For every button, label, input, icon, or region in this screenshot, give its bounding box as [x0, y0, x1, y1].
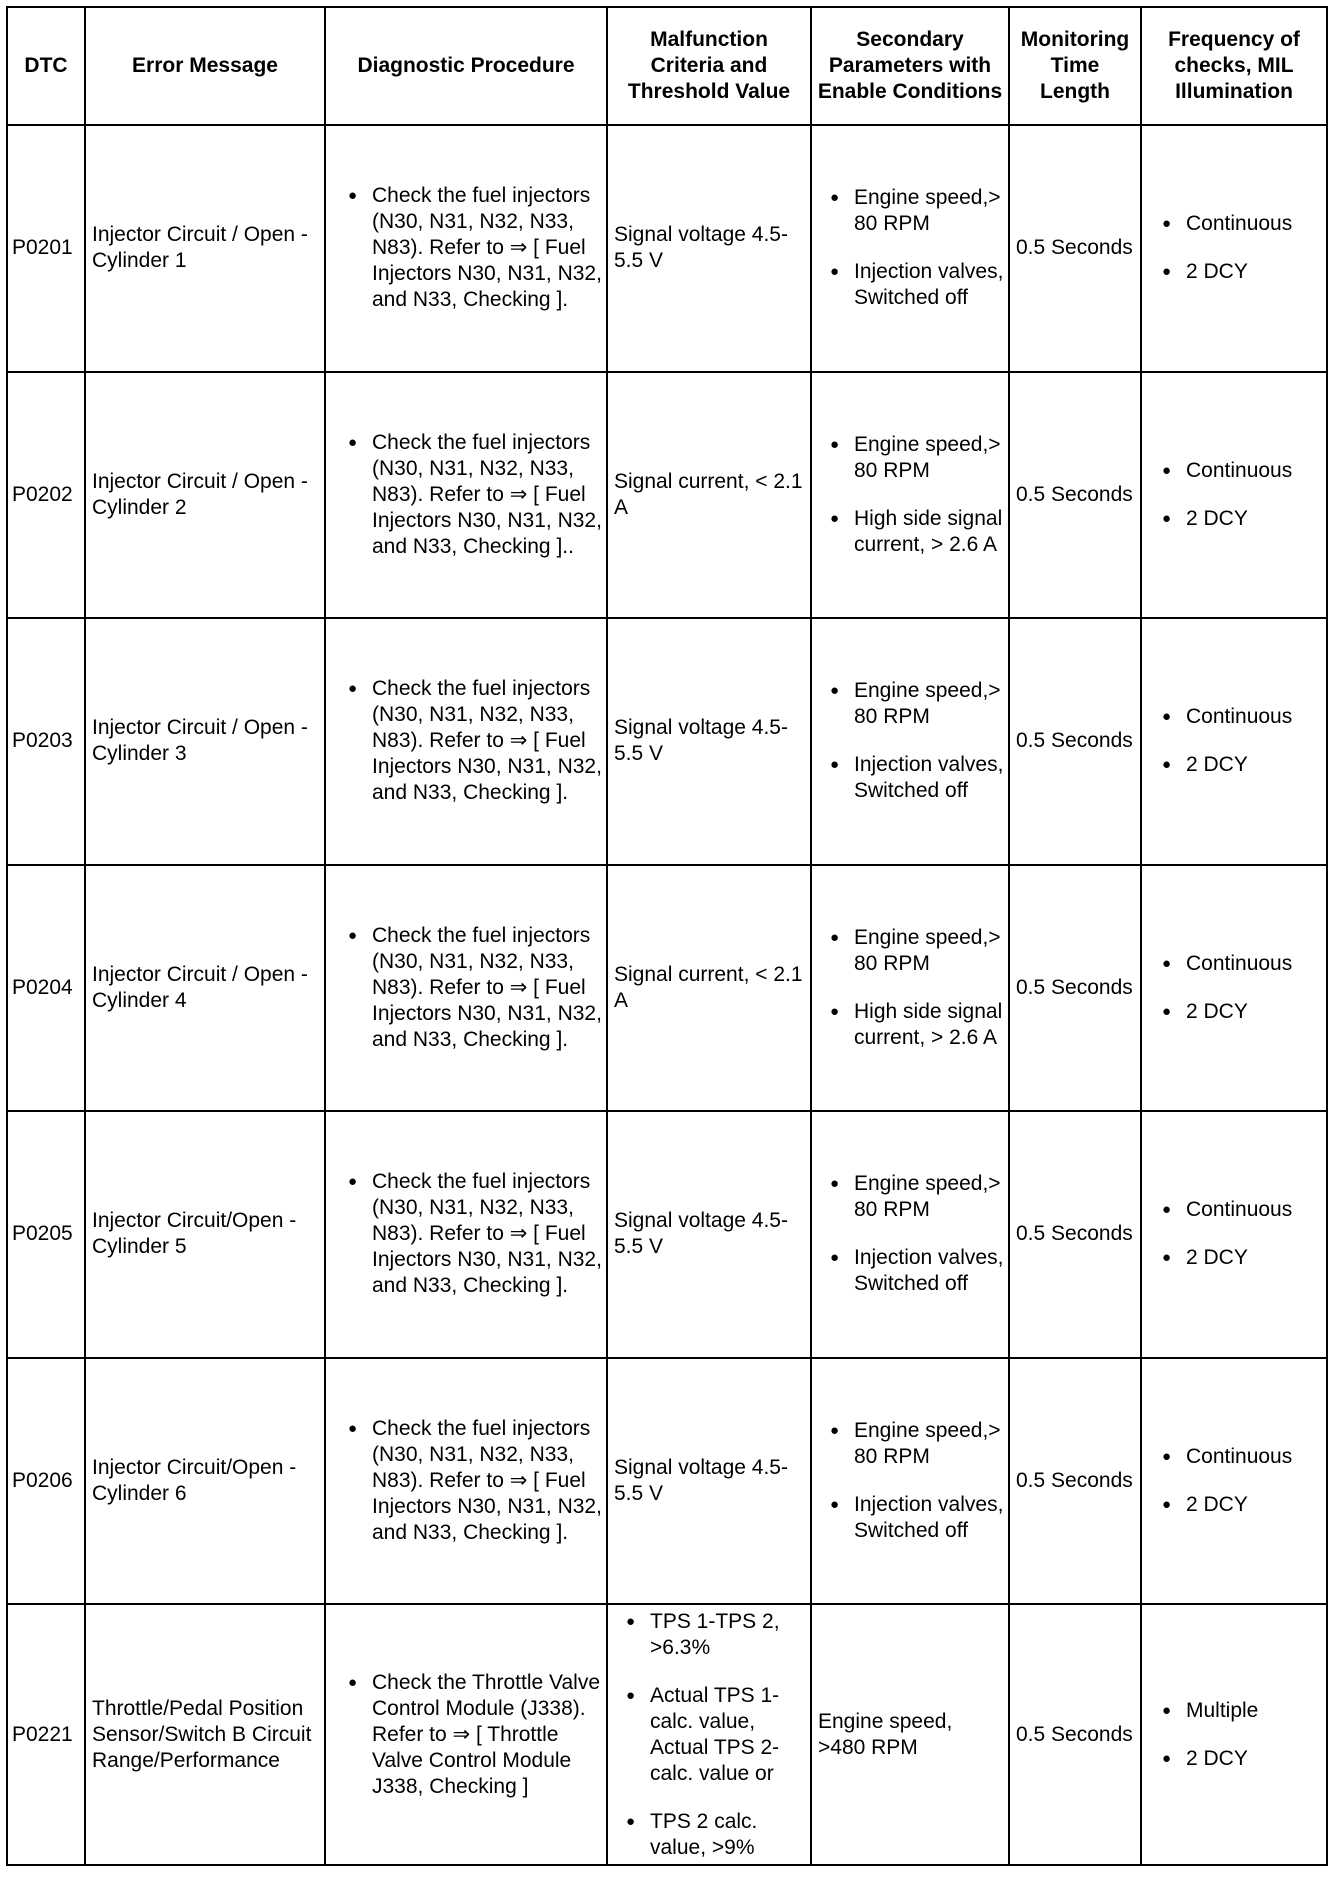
frequency [1141, 618, 1327, 865]
list-item: ● Engine speed,> 80 RPM [830, 679, 1001, 729]
list-item: ● Check the Throttle Valve Control Module (J338). Refer to ⇒ [ Throttle Valve Control Module J338, Checking ] [348, 1670, 601, 1798]
bullet-icon: ● [830, 189, 840, 207]
header-secondary-parameters: Secondary Parameters with Enable Conditions [811, 7, 1009, 125]
list-item: ● 2 DCY [1162, 506, 1248, 530]
bullet-icon: ● [830, 1249, 840, 1267]
list-item: ● TPS 1-TPS 2, >6.3% [626, 1609, 780, 1659]
list-item: ● 2 DCY [1162, 1246, 1248, 1270]
list-item: ● 2 DCY [1162, 753, 1248, 777]
error-message: Injector Circuit / Open - Cylinder 4 [85, 865, 325, 1112]
dtc-code: P0221 [7, 1604, 85, 1865]
diagnostic-procedure [325, 1111, 607, 1358]
list-item: ● Engine speed,> 80 RPM [830, 1172, 1001, 1222]
list-item: ● 2 DCY [1162, 260, 1248, 284]
malfunction-criteria: Signal voltage 4.5-5.5 V [607, 1111, 811, 1358]
list-item: ● 2 DCY [1162, 1492, 1248, 1516]
list-item: ● Check the fuel injectors (N30, N31, N32, N33, N83). Refer to ⇒ [ Fuel Injectors N30, N31, N32, and N33, Checking ]. [348, 1170, 602, 1298]
bullet-icon: ● [1162, 1249, 1172, 1267]
table-row [7, 865, 1327, 1112]
dtc-code: P0202 [7, 372, 85, 619]
diagnostic-procedure [325, 618, 607, 865]
malfunction-criteria: Signal current, < 2.1 A [607, 372, 811, 619]
list-item: ● Engine speed,> 80 RPM [830, 432, 1001, 482]
secondary-parameters [811, 372, 1009, 619]
bullet-icon: ● [830, 509, 840, 527]
frequency [1141, 372, 1327, 619]
dtc-code: P0203 [7, 618, 85, 865]
list-item: ● Injection valves, Switched off [830, 1246, 1004, 1296]
list-item: ● Continuous [1162, 951, 1293, 975]
bullet-icon: ● [1162, 756, 1172, 774]
bullet-icon: ● [1162, 1701, 1172, 1719]
frequency [1141, 1111, 1327, 1358]
monitoring-time: 0.5 Seconds [1009, 1111, 1141, 1358]
bullet-icon: ● [1162, 1749, 1172, 1767]
error-message: Injector Circuit/Open - Cylinder 5 [85, 1111, 325, 1358]
bullet-icon: ● [1162, 1201, 1172, 1219]
header-error-message: Error Message [85, 7, 325, 125]
bullet-icon: ● [626, 1612, 636, 1630]
list-item: ● High side signal current, > 2.6 A [830, 506, 1003, 556]
bullet-icon: ● [830, 682, 840, 700]
header-malfunction-criteria: Malfunction Criteria and Threshold Value [607, 7, 811, 125]
bullet-icon: ● [830, 756, 840, 774]
bullet-icon: ● [1162, 461, 1172, 479]
bullet-icon: ● [348, 680, 358, 698]
list-item: ● Check the fuel injectors (N30, N31, N32, N33, N83). Refer to ⇒ [ Fuel Injectors N30, N31, N32, and N33, Checking ]. [348, 1416, 602, 1544]
list-item: ● Continuous [1162, 458, 1293, 482]
dtc-code: P0205 [7, 1111, 85, 1358]
bullet-icon: ● [348, 433, 358, 451]
table-row [7, 1358, 1327, 1605]
secondary-parameters: Engine speed, >480 RPM [811, 1604, 1009, 1865]
list-item: ● Actual TPS 1-calc. value, Actual TPS 2-calc. value or [626, 1683, 780, 1785]
list-item: ● Continuous [1162, 1444, 1293, 1468]
bullet-icon: ● [830, 263, 840, 281]
list-item: ● Engine speed,> 80 RPM [830, 186, 1001, 236]
header-row [7, 7, 1327, 125]
table-row [7, 1604, 1327, 1865]
bullet-icon: ● [1162, 954, 1172, 972]
secondary-parameters [811, 1111, 1009, 1358]
bullet-icon: ● [626, 1686, 636, 1704]
list-item: ● TPS 2 calc. value, >9% [626, 1809, 758, 1859]
bullet-icon: ● [1162, 1447, 1172, 1465]
dtc-table [6, 6, 1328, 1866]
bullet-icon: ● [1162, 708, 1172, 726]
error-message: Injector Circuit / Open - Cylinder 1 [85, 125, 325, 372]
bullet-icon: ● [1162, 263, 1172, 281]
list-item: ● Check the fuel injectors (N30, N31, N32, N33, N83). Refer to ⇒ [ Fuel Injectors N30, N31, N32, and N33, Checking ]. [348, 923, 602, 1051]
bullet-icon: ● [1162, 215, 1172, 233]
frequency [1141, 865, 1327, 1112]
list-item: ● Check the fuel injectors (N30, N31, N32, N33, N83). Refer to ⇒ [ Fuel Injectors N30, N31, N32, and N33, Checking ].. [348, 430, 602, 558]
bullet-icon: ● [830, 1002, 840, 1020]
bullet-icon: ● [348, 926, 358, 944]
bullet-icon: ● [1162, 509, 1172, 527]
monitoring-time: 0.5 Seconds [1009, 1604, 1141, 1865]
bullet-icon: ● [830, 435, 840, 453]
bullet-icon: ● [1162, 1002, 1172, 1020]
bullet-icon: ● [348, 1673, 358, 1691]
list-item: ● High side signal current, > 2.6 A [830, 999, 1003, 1049]
malfunction-criteria [607, 1604, 811, 1865]
list-item: ● 2 DCY [1162, 999, 1248, 1023]
list-item: ● 2 DCY [1162, 1746, 1248, 1770]
diagnostic-procedure [325, 125, 607, 372]
diagnostic-procedure [325, 372, 607, 619]
error-message: Throttle/Pedal Position Sensor/Switch B Circuit Range/Performance [85, 1604, 325, 1865]
list-item: ● Injection valves, Switched off [830, 753, 1004, 803]
secondary-parameters [811, 865, 1009, 1112]
list-item: ● Check the fuel injectors (N30, N31, N32, N33, N83). Refer to ⇒ [ Fuel Injectors N30, N31, N32, and N33, Checking ]. [348, 184, 602, 312]
header-diagnostic-procedure: Diagnostic Procedure [325, 7, 607, 125]
bullet-icon: ● [830, 1175, 840, 1193]
list-item: ● Injection valves, Switched off [830, 260, 1004, 310]
monitoring-time: 0.5 Seconds [1009, 125, 1141, 372]
list-item: ● Multiple [1162, 1698, 1259, 1722]
secondary-parameters [811, 618, 1009, 865]
diagnostic-procedure [325, 865, 607, 1112]
table-row [7, 618, 1327, 865]
bullet-icon: ● [348, 187, 358, 205]
secondary-parameters [811, 1358, 1009, 1605]
monitoring-time: 0.5 Seconds [1009, 618, 1141, 865]
diagnostic-procedure [325, 1358, 607, 1605]
table-row [7, 125, 1327, 372]
frequency [1141, 1604, 1327, 1865]
bullet-icon: ● [830, 928, 840, 946]
table-row [7, 372, 1327, 619]
list-item: ● Continuous [1162, 705, 1293, 729]
table-row [7, 1111, 1327, 1358]
error-message: Injector Circuit / Open - Cylinder 3 [85, 618, 325, 865]
bullet-icon: ● [830, 1495, 840, 1513]
malfunction-criteria: Signal voltage 4.5-5.5 V [607, 125, 811, 372]
header-frequency: Frequency of checks, MIL Illumination [1141, 7, 1327, 125]
monitoring-time: 0.5 Seconds [1009, 1358, 1141, 1605]
list-item: ● Engine speed,> 80 RPM [830, 925, 1001, 975]
dtc-code: P0204 [7, 865, 85, 1112]
error-message: Injector Circuit / Open - Cylinder 2 [85, 372, 325, 619]
bullet-icon: ● [830, 1421, 840, 1439]
list-item: ● Continuous [1162, 1198, 1293, 1222]
malfunction-criteria: Signal current, < 2.1 A [607, 865, 811, 1112]
list-item: ● Injection valves, Switched off [830, 1492, 1004, 1542]
list-item: ● Continuous [1162, 212, 1293, 236]
bullet-icon: ● [626, 1812, 636, 1830]
dtc-code: P0206 [7, 1358, 85, 1605]
secondary-parameters [811, 125, 1009, 372]
bullet-icon: ● [1162, 1495, 1172, 1513]
dtc-code: P0201 [7, 125, 85, 372]
error-message: Injector Circuit/Open - Cylinder 6 [85, 1358, 325, 1605]
bullet-icon: ● [348, 1419, 358, 1437]
frequency [1141, 1358, 1327, 1605]
malfunction-criteria: Signal voltage 4.5-5.5 V [607, 618, 811, 865]
malfunction-criteria: Signal voltage 4.5-5.5 V [607, 1358, 811, 1605]
monitoring-time: 0.5 Seconds [1009, 865, 1141, 1112]
frequency [1141, 125, 1327, 372]
list-item: ● Check the fuel injectors (N30, N31, N32, N33, N83). Refer to ⇒ [ Fuel Injectors N30, N31, N32, and N33, Checking ]. [348, 677, 602, 805]
list-item: ● Engine speed,> 80 RPM [830, 1418, 1001, 1468]
bullet-icon: ● [348, 1173, 358, 1191]
header-monitoring-time: Monitoring Time Length [1009, 7, 1141, 125]
diagnostic-procedure [325, 1604, 607, 1865]
header-dtc: DTC [7, 7, 85, 125]
monitoring-time: 0.5 Seconds [1009, 372, 1141, 619]
